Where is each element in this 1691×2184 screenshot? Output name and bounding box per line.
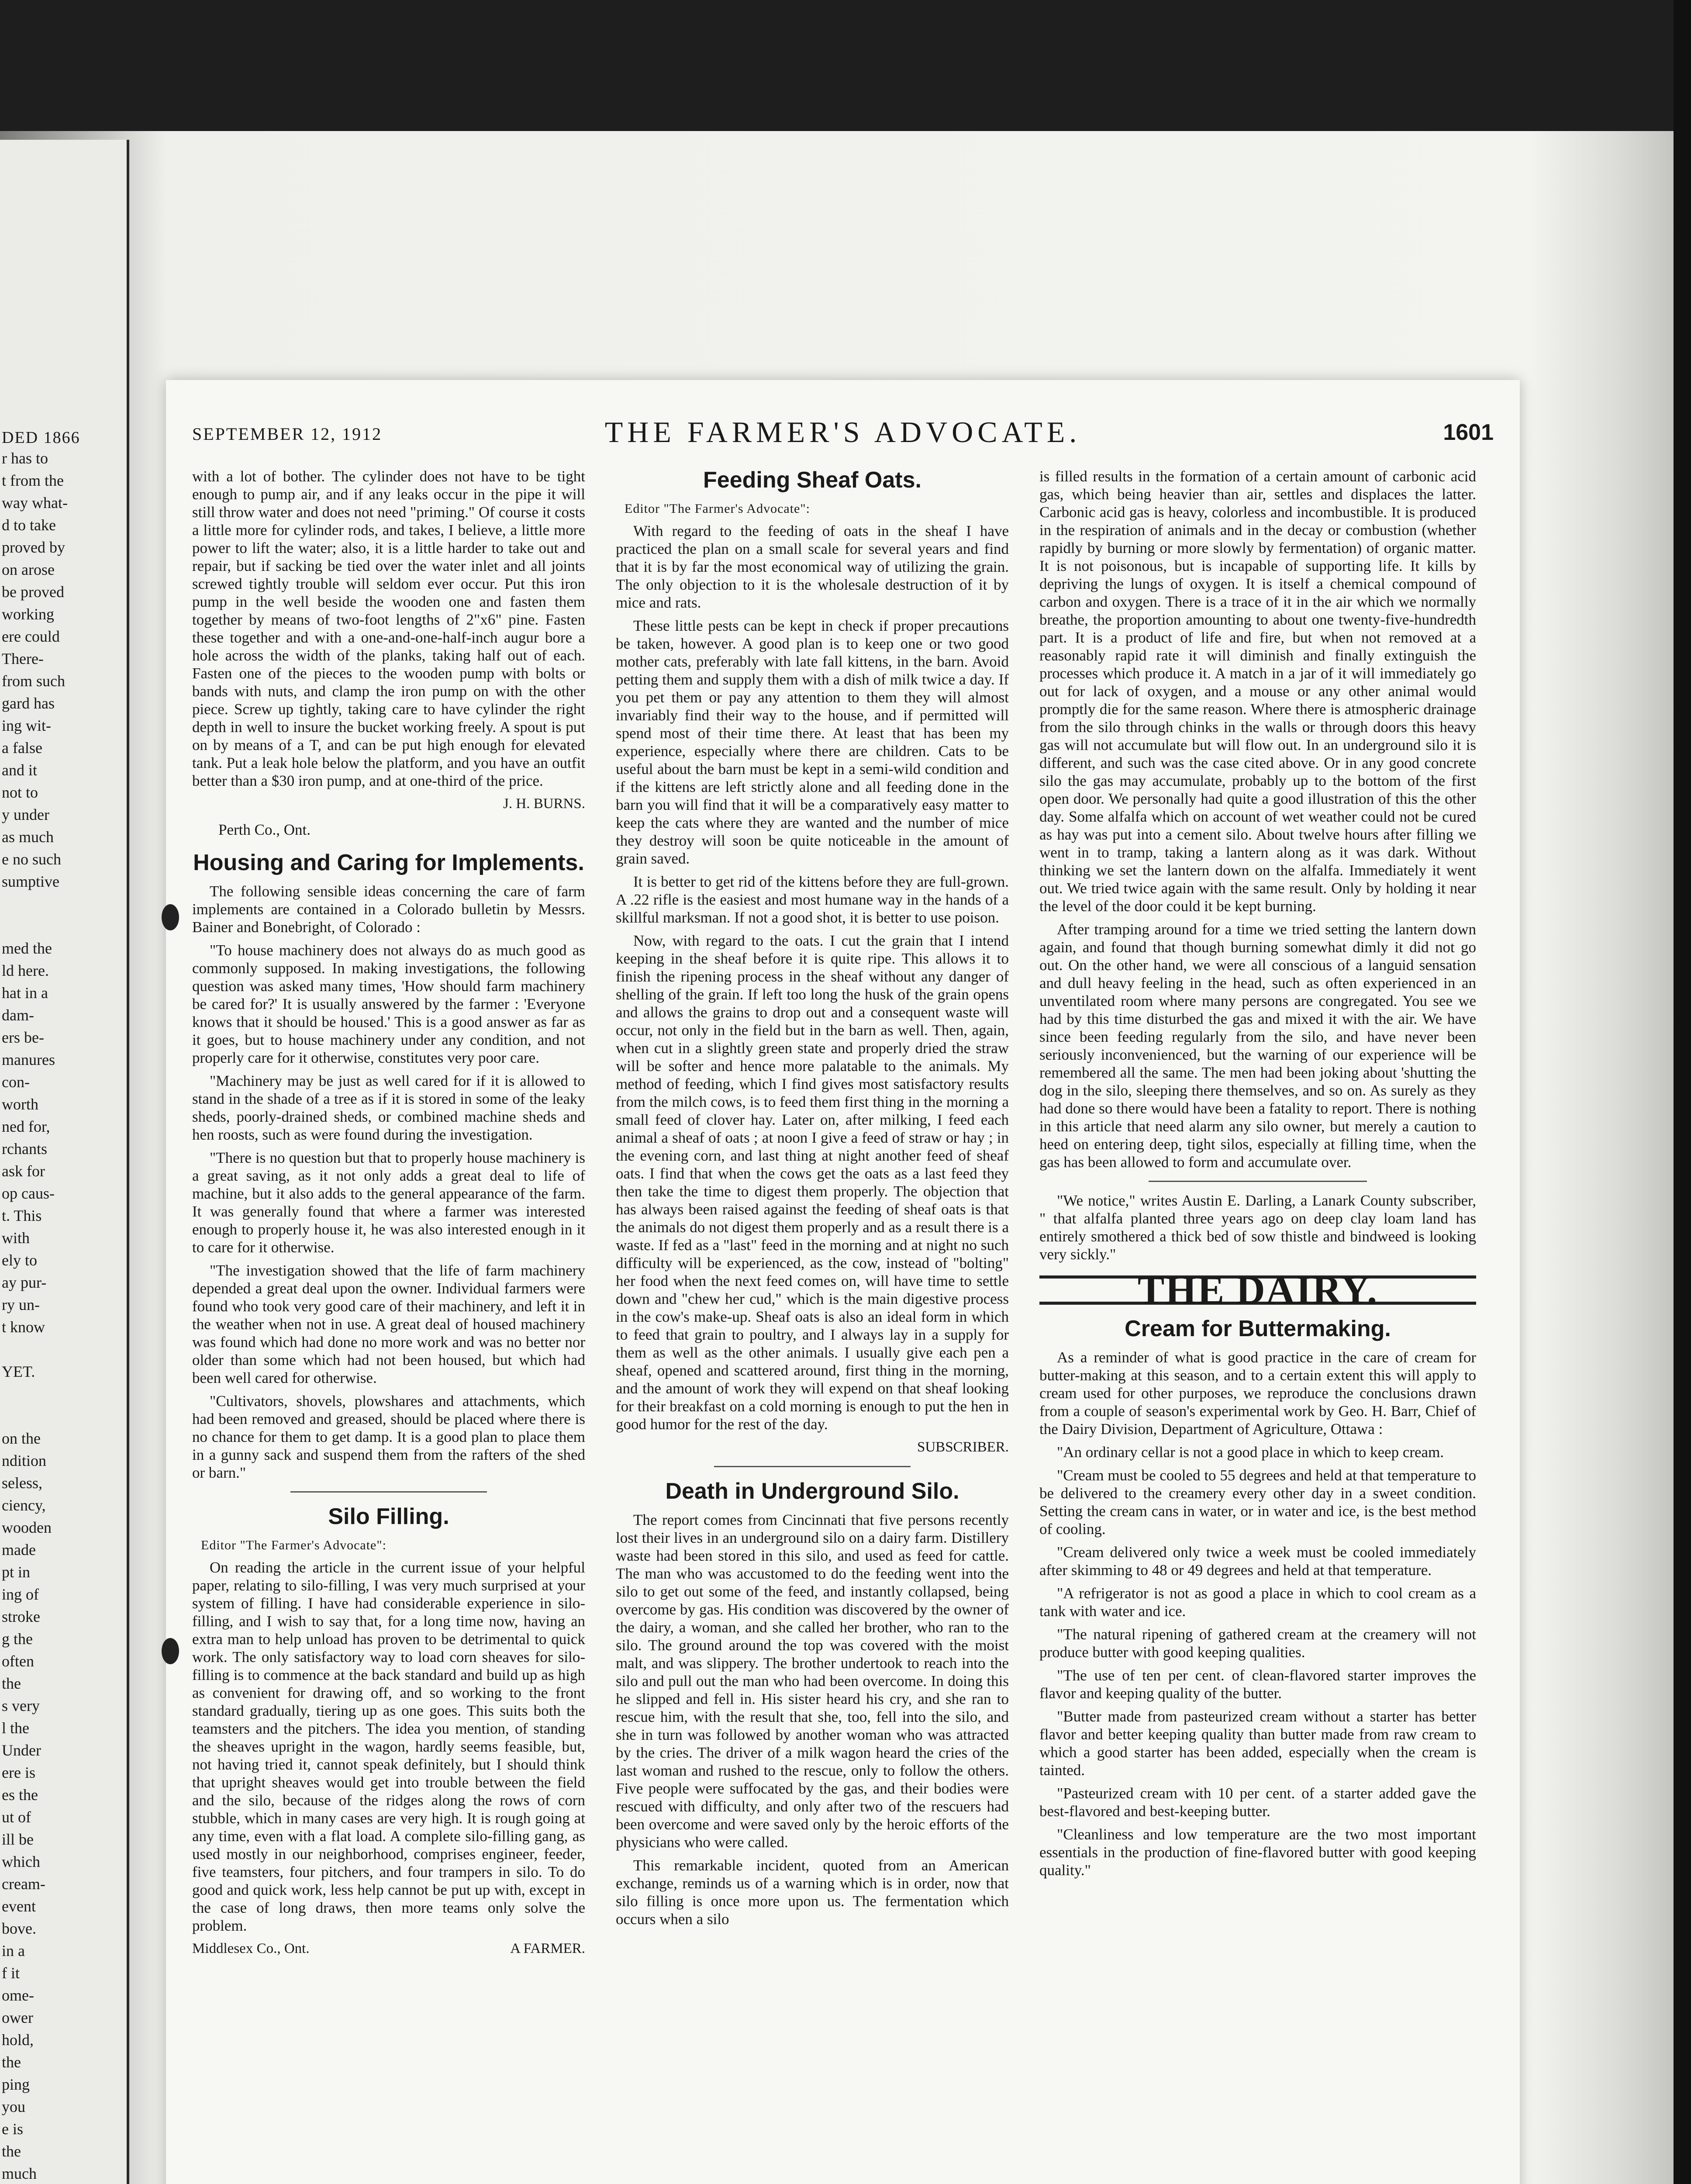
page-number: 1601 <box>1443 420 1494 445</box>
binding-hole-mark <box>162 1638 179 1664</box>
running-header <box>192 415 1494 450</box>
pump-article-signature: J. H. BURNS. <box>503 796 585 812</box>
issue-date: SEPTEMBER 12, 1912 <box>192 424 383 444</box>
paragraph: "Pasteurized cream with 10 per cent. of a starter added gave the best-flavored and best-keeping butter. <box>1039 1785 1476 1820</box>
paragraph: "Butter made from pasteurized cream without a starter has better flavor and better keeping quality than butter made from raw cream to which a good starter has been added, especially when the cream is tainted. <box>1039 1708 1476 1779</box>
cream-article-body <box>1039 1348 1476 1879</box>
paragraph: "A refrigerator is not as good a place in which to cool cream as a tank with water and ice. <box>1039 1585 1476 1620</box>
scanner-top-band <box>0 0 1691 131</box>
paragraph: "Cream must be cooled to 55 degrees and held at that temperature to be delivered to the creamery every other day in a sweet condition. Setting the cream cans in water, or in water and ice, is the best method of cooling. <box>1039 1467 1476 1538</box>
paragraph: As a reminder of what is good practice in the care of cream for butter-making at this season, and to a certain extent this will apply to cream used for other purposes, we reproduce the conclusions drawn from a couple of season's experimental work by Geo. H. Barr, Chief of the Dairy Division, Department of Agriculture, Ottawa : <box>1039 1349 1476 1438</box>
paragraph: with a lot of bother. The cylinder does not have to be tight enough to pump air, and if any leaks occur in the pipe it will still throw water and does not need "priming." Of course it costs a little more for cylinder rods, and takes, I believe, a little more power to lift the water; also, it is a little harder to take out and repair, but if sacking be tied over the water inlet and all joints screwed tightly trouble will seldom ever occur. Put this iron pump in the well beside the wooden one and fasten them together by means of two-foot lengths of 2"x6" pine. Fasten these together and with a one-and-one-half-inch augur bore a hole across the width of the planks, taking half out of each. Fasten one of the pieces to the wooden pump with bolts or bands with nuts, and clamp the iron pump on with the other piece. Screw up tightly, taking care to have cylinder the right depth in well to insure the bucket working freely. A spout is put on by means of a T, and can be put high enough for elevated tank. Put a leak hole below the platform, and you have an outfit better than a $30 iron pump, and at one-third of the price. <box>192 468 585 789</box>
newspaper-page <box>166 380 1520 2184</box>
paragraph: The following sensible ideas concerning the care of farm implements are contained in a Colorado bulletin by Messrs. Bainer and Bonebright, of Colorado : <box>192 883 585 936</box>
paragraph: The report comes from Cincinnati that five persons recently lost their lives in an underground silo on a dairy farm. Distillery waste had been stored in this silo, and used as feed for cattle. The man who was accustomed to do the feeding went into the silo to get out some of the feed, and instantly collapsed, being overcome by gas. His condition was discovered by the owner of the dairy, a woman, and she called her brother, who ran to the silo. The ground around the top was covered with the moist malt, and was slippery. The brother undertook to reach into the silo and pull out the man who had been overcome. In doing this he slipped and fell in. His sister heard his cry, and she ran to rescue him, with the result that she, too, fell into the silo, and she in turn was followed by another woman who was attracted by the cries. The driver of a milk wagon heard the cries of the last woman and rushed to the rescue, only to follow the others. Five people were suffocated by the gas, and their bodies were rescued with difficulty, and only after two of the rescuers had been overcome and were saved only by the heroic efforts of the physicians who were called. <box>616 1511 1009 1851</box>
column-1 <box>192 467 585 1966</box>
death-silo-continuation <box>1039 467 1476 1171</box>
divider <box>290 1491 487 1493</box>
silo-filling-title: Silo Filling. <box>328 1504 449 1529</box>
column-3 <box>1039 467 1476 1884</box>
silo-filling-body <box>192 1559 585 1935</box>
paragraph: "Machinery may be just as well cared for if it is allowed to stand in the shade of a tree as if it is stored in some of the leaky sheds, poorly-drained sheds, or combined machine sheds and hen roosts, such as were found during the investigation. <box>192 1072 585 1143</box>
paragraph: "There is no question but that to properly house machinery is a great saving, as it not only adds a great deal to life of machine, but it also adds to the general appearance of the farm. It was generally found that where a farmer was interested enough to properly house it, he was also interested enough in it to care for it otherwise. <box>192 1149 585 1256</box>
cream-article-title: Cream for Buttermaking. <box>1125 1316 1391 1341</box>
facing-page-header: DED 1866 <box>2 429 80 447</box>
alfalfa-notice: "We notice," writes Austin E. Darling, a Lanark County subscriber, " that alfalfa planted three years ago on deep clay loam land has entirely smothered a thick bed of sow thistle and bindweed is looking very sickly." <box>1039 1192 1476 1263</box>
housing-article-body <box>192 882 585 1482</box>
paragraph: "The investigation showed that the life of farm machinery depended a great deal upon the owner. Individual farmers were found who took very good care of their machinery, and left it in the weather when not in use. A great deal of housed machinery was found which had done no more work and was no better nor older than some which had not been housed, but which had been well cared for otherwise. <box>192 1262 585 1386</box>
column-2 <box>616 467 1009 1933</box>
housing-article-title: Housing and Caring for Implements. <box>193 850 584 875</box>
sheaf-oats-body <box>616 522 1009 1433</box>
paragraph: These little pests can be kept in check if proper precautions be taken, however. A good plan is to keep one or two good mother cats, preferably with late fall kittens, in the barn. Avoid petting them and supply them with a dish of milk twice a day. If you pet them or pay any attention to them they will almost invariably find their way to the house, and if permitted will spend most of their time there. At least that has been my experience, especially where there are children. Cats to be useful about the barn must be kept in a semi-wild condition and if the kittens are left strictly alone and all feeding done in the barn you will find that it will be a comparatively easy matter to keep the cats where they are wanted and the number of mice they destroy will soon be quite noticeable in the amount of grain saved. <box>616 617 1009 867</box>
death-silo-body <box>616 1511 1009 1928</box>
sheaf-oats-editor-line: Editor "The Farmer's Advocate": <box>625 501 810 516</box>
facing-page-text: r has to t from the way what- d to take proved by on arose be proved working ere could There- from such gard has ing wit- a false and it not to y under as much e no such sumptive med the ld here. hat in a dam- ers be- manures con- worth ned for, rchants ask for op caus- t. This with ely to ay pur- ry un- t know YET. on the ndition seless, ciency, wooden made pt in ing of stroke g the often the s very l the Under ere is es the ut of ill be which cream- event bove. in a f it ome- ower hold, the ping you e is the much <box>2 449 68 2182</box>
divider <box>714 1466 911 1467</box>
paragraph: On reading the article in the current issue of your helpful paper, relating to silo-filling, I was very much surprised at your system of filling. I have had considerable experience in silo-filling, and I wish to say that, for a long time now, having an extra man to help unload has proven to be detrimental to quick work. The only satisfactory way to load corn sheaves for silo-filling is to commence at the back standard and build up as high as convenient for drawing off, and so working to the front standard gradually, tiering up as one goes. This suits both the teamsters and the pitchers. The idea you mention, of standing the sheaves upright in the wagon, hardly seems feasible, but, not having tried it, cannot speak definitely, but I should think that upright sheaves would get into trouble between the field and the silo, because of the ridges along the rows of corn stubble, which in many cases are very high. It is rough going at any time, even with a flat load. A complete silo-filling gang, as used mostly in our neighborhood, comprises engineer, feeder, five teamsters, four pitchers, and four trampers in silo. To do good and quick work, less help cannot be put up with, except in the case of long draws, then more teams only solve the problem. <box>192 1559 585 1934</box>
silo-filling-signature: Middlesex Co., Ont. A FARMER. <box>192 1941 585 1956</box>
paragraph: "Cultivators, shovels, plowshares and attachments, which had been removed and greased, should be placed where there is no chance for them to get damp. It is a good plan to place them in a gunny sack and suspend them from the rafters of the shed or barn." <box>192 1393 585 1481</box>
paragraph: With regard to the feeding of oats in the sheaf I have practiced the plan on a small scale for several years and find that it is by far the most economical way of utilizing the grain. The only objection to it is the wholesale destruction of it by mice and rats. <box>616 522 1009 611</box>
sheaf-oats-title: Feeding Sheaf Oats. <box>703 467 921 493</box>
dairy-section-banner: THE DAIRY. <box>1039 1275 1476 1305</box>
paragraph: It is better to get rid of the kittens before they are full-grown. A .22 rifle is the easiest and most humane way in the hands of a skillful marksman. If not a good shot, it is better to use poison. <box>616 873 1009 926</box>
paragraph: "The natural ripening of gathered cream at the creamery will not produce butter with good keeping qualities. <box>1039 1626 1476 1661</box>
paragraph: After tramping around for a time we tried setting the lantern down again, and found that though burning somewhat dimly it did not go out. On the other hand, we were all conscious of a languid sensation and dull heavy feeling in the head, such as often experienced in an unventilated room where many persons are congregated. You see we had by this time disturbed the gas and mixed it with the air. We have since been feeding regularly from the silo, and have never been seriously inconvenienced, but the warning of our experience will be remembered all the same. The men had been joking about 'shutting the dog in the silo, sleeping there themselves, and so on. As surely as they had done so there would have been a fatality to report. There is nothing in this article that need alarm any silo owner, but merely a caution to heed on entering deep, tight silos, especially at filling time, when the gas has been allowed to form and accumulate over. <box>1039 921 1476 1171</box>
paragraph: is filled results in the formation of a certain amount of carbonic acid gas, which being heavier than air, settles and displaces the latter. Carbonic acid gas is heavy, colorless and incombustible. It is produced in the respiration of animals and in the decay or combustion (whether rapidly by burning or more slowly by fermentation) of organic matter. It is not poisonous, but is incapable of supporting life. It kills by depriving the lungs of oxygen. It is itself a chemical compound of carbon and oxygen. There is a trace of it in the air which we normally breathe, the proportion amounting to about one twenty-five-hundredth part. It is a product of life and fire, but when not removed at a reasonably rapid rate it will diminish and finally extinguish the processes which produce it. A match in a jar of it will immediately go out for lack of oxygen, and a mouse or any other animal would promptly die for the same reason. Where there is atmospheric drainage from the silo through chinks in the walls or through doors this heavy gas will not accumulate but will flow out. In an underground silo it is different, and such was the case cited above. Or in any good concrete silo the gas may accumulate, probably up to the bottom of the first open door. We personally had quite a good illustration of this the other day. Some alfalfa which on account of wet weather could not be cured as hay was put into a cement silo. About twelve hours after filling we went in to tramp, taking a lantern along as it was dark. Without thinking we set the lantern down on the alfalfa. Immediately it went out. We tried twice again with the same result. Only by holding it near the level of the door could it be kept burning. <box>1039 468 1476 915</box>
facing-page-fragment <box>0 140 129 2184</box>
sheaf-oats-signature: SUBSCRIBER. <box>917 1439 1009 1455</box>
paragraph: "To house machinery does not always do as much good as commonly supposed. In making investigations, the following question was asked many times, 'How should farm machinery be cared for?' It is usually answered by the farmer : 'Everyone knows that it should be housed.' This is a good answer as far as it goes, but to house machinery under any condition, and not properly care for it otherwise, constitutes very poor care. <box>192 942 585 1066</box>
death-silo-title: Death in Underground Silo. <box>665 1479 959 1504</box>
pump-article-continuation <box>192 467 585 790</box>
binding-hole-mark <box>162 904 179 930</box>
paragraph: "The use of ten per cent. of clean-flavored starter improves the flavor and keeping quality of the butter. <box>1039 1667 1476 1702</box>
scanner-right-strip <box>1674 0 1691 2184</box>
paragraph: "An ordinary cellar is not a good place in which to keep cream. <box>1057 1444 1444 1461</box>
paragraph: This remarkable incident, quoted from an American exchange, reminds us of a warning which is in order, now that silo filling is once more upon us. The fermentation which occurs when a silo <box>616 1857 1009 1928</box>
paragraph: Now, with regard to the oats. I cut the grain that I intend keeping in the sheaf before it is quite ripe. This allows it to finish the ripening process in the sheaf without any danger of shelling of the grain. If left too long the husk of the grain opens and allows the grains to drop out and a consequent waste will occur, not only in the field but in the barn as well. Then, again, when cut in a slightly green state and properly dried the straw will be softer and hence more palatable to the animals. My method of feeding, which I find gives most satisfactory results from the milch cows, is to feed them first thing in the morning a small feed of clover hay. Later on, after milking, I feed each animal a sheaf of oats ; at noon I give a feed of straw or hay ; in the evening corn, and last thing at night another feed of sheaf oats. I find that when the cows get the oats as a last feed they then take the time to digest them properly. The objection that has always been raised against the feeding of sheaf oats is that the animals do not digest them properly and as a result there is a waste. If fed as a "last" feed in the morning and at night no such difficulty will be experienced, as the cow, instead of "bolting" her food when the next feed comes on, will have time to settle down and "chew her cud," which is the main digestive process in the cow's make-up. Sheaf oats is also an ideal form in which to feed that grain to poultry, and I always lay in a supply for them as well as the other animals. I usually give each pen a sheaf, opened and scattered around, first thing in the morning, and the amount of work they will expend on that sheaf looking for their breakfast on a cold morning is enough to put the hen in good humor for the rest of the day. <box>616 932 1009 1433</box>
paragraph: "Cream delivered only twice a week must be cooled immediately after skimming to 48 or 49 degrees and held at that temperature. <box>1039 1544 1476 1579</box>
paragraph: "Cleanliness and low temperature are the two most important essentials in the production of fine-flavored butter with good keeping quality." <box>1039 1826 1476 1879</box>
silo-filling-editor-line: Editor "The Farmer's Advocate": <box>201 1538 387 1552</box>
pump-article-location: Perth Co., Ont. <box>218 821 311 838</box>
divider <box>1149 1181 1367 1182</box>
publication-title: THE FARMER'S ADVOCATE. <box>604 415 1081 449</box>
